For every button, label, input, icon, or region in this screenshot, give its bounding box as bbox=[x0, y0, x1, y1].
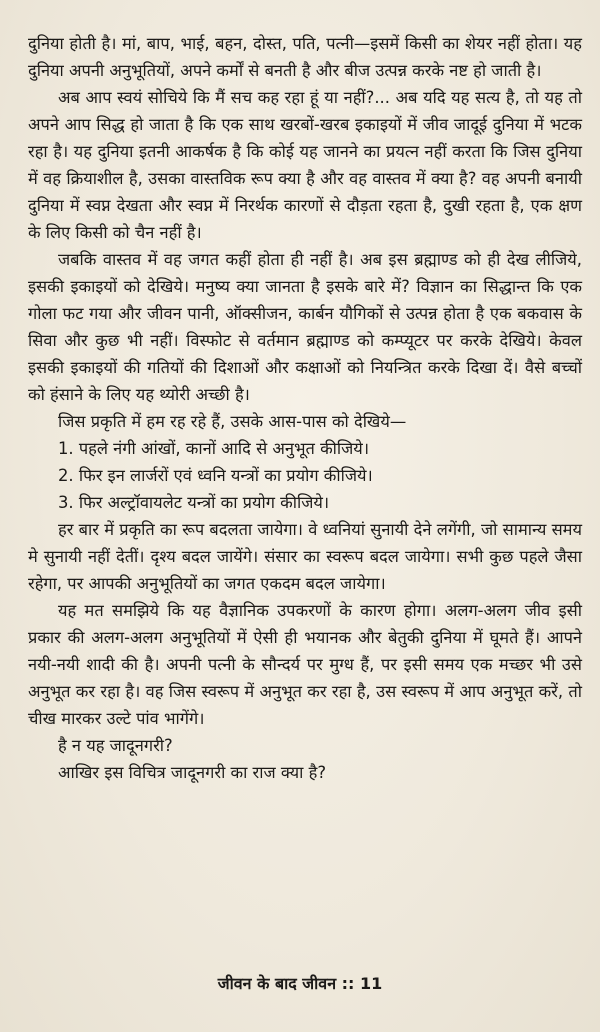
paragraph: यह मत समझिये कि यह वैज्ञानिक उपकरणों के कारण होगा। अलग-अलग जीव इसी प्रकार की अलग-अलग अनुभूतियों में ऐसी ही भयानक और बेतुकी दुनिया में घूमते हैं। आपने नयी-नयी शादी की है। अपनी पत्नी के सौन्दर्य पर मुग्ध हैं, पर इसी समय एक मच्छर भी उसे अनुभूत कर रहा है। वह जिस स्वरूप में अनुभूत कर रहा है, उस स्वरूप में आप अनुभूत करें, तो चीख मारकर उल्टे पांव भागेंगे। bbox=[28, 601, 582, 728]
paragraph: अब आप स्वयं सोचिये कि मैं सच कह रहा हूं या नहीं?... अब यदि यह सत्य है, तो यह तो अपने आप सिद्ध हो जाता है कि एक साथ खरबों-खरब इकाइयों में जीव जादूई दुनिया में भटक रहा है। यह दुनिया इतनी आकर्षक है कि कोई यह जानने का प्रयत्न नहीं करता कि जिस दुनिया में वह क्रियाशील है, उसका वास्तविक रूप क्या है और वह वास्तव में क्या है? वह अपनी बनायी दुनिया में स्वप्न देखता और स्वप्न में निरर्थक कारणों से दौड़ता रहता है, दुखी रहता है, एक क्षण के लिए किसी को चैन नहीं है। bbox=[28, 88, 582, 242]
paragraph-continued: दुनिया होती है। मां, बाप, भाई, बहन, दोस्त, पति, पत्नी—इसमें किसी का शेयर नहीं होता। यह दुनिया अपनी अनुभूतियों, अपने कर्मों से बनती है और बीज उत्पन्न करके नष्ट हो जाती है। bbox=[28, 34, 582, 80]
paragraph: है न यह जादूनगरी? bbox=[58, 736, 173, 755]
body-text bbox=[28, 30, 582, 786]
list-item: 1. पहले नंगी आंखों, कानों आदि से अनुभूत कीजिये। bbox=[58, 439, 370, 458]
paragraph: आखिर इस विचित्र जादूनगरी का राज क्या है? bbox=[58, 763, 327, 782]
page-footer: जीवन के बाद जीवन :: 11 bbox=[217, 974, 383, 993]
paragraph: जबकि वास्तव में वह जगत कहीं होता ही नहीं है। अब इस ब्रह्माण्ड को ही देख लीजिये, इसकी इकाइयों को देखिये। मनुष्य क्या जानता है इसके बारे में? विज्ञान का सिद्धान्त कि एक गोला फट गया और जीवन पानी, ऑक्सीजन, कार्बन यौगिकों से उत्पन्न होता है एक बकवास के सिवा और कुछ भी नहीं। विस्फोट से वर्तमान ब्रह्माण्ड को कम्प्यूटर पर करके देखिये। केवल इसकी इकाइयों की गतियों की दिशाओं और कक्षाओं को नियन्त्रित करके दिखा दें। वैसे बच्चों को हंसाने के लिए यह थ्योरी अच्छी है। bbox=[28, 250, 582, 404]
list-item: 3. फिर अल्ट्रॉवायलेट यन्त्रों का प्रयोग कीजिये। bbox=[58, 493, 330, 512]
paragraph: हर बार में प्रकृति का रूप बदलता जायेगा। वे ध्वनियां सुनायी देने लगेंगी, जो सामान्य समय मे सुनायी नहीं देतीं। दृश्य बदल जायेंगे। संसार का स्वरूप बदल जायेगा। सभी कुछ पहले जैसा रहेगा, पर आपकी अनुभूतियों का जगत एकदम बदल जायेगा। bbox=[28, 520, 582, 593]
list-item: 2. फिर इन लार्जरों एवं ध्वनि यन्त्रों का प्रयोग कीजिये। bbox=[58, 466, 373, 485]
paragraph: जिस प्रकृति में हम रह रहे हैं, उसके आस-पास को देखिये— bbox=[58, 412, 407, 431]
